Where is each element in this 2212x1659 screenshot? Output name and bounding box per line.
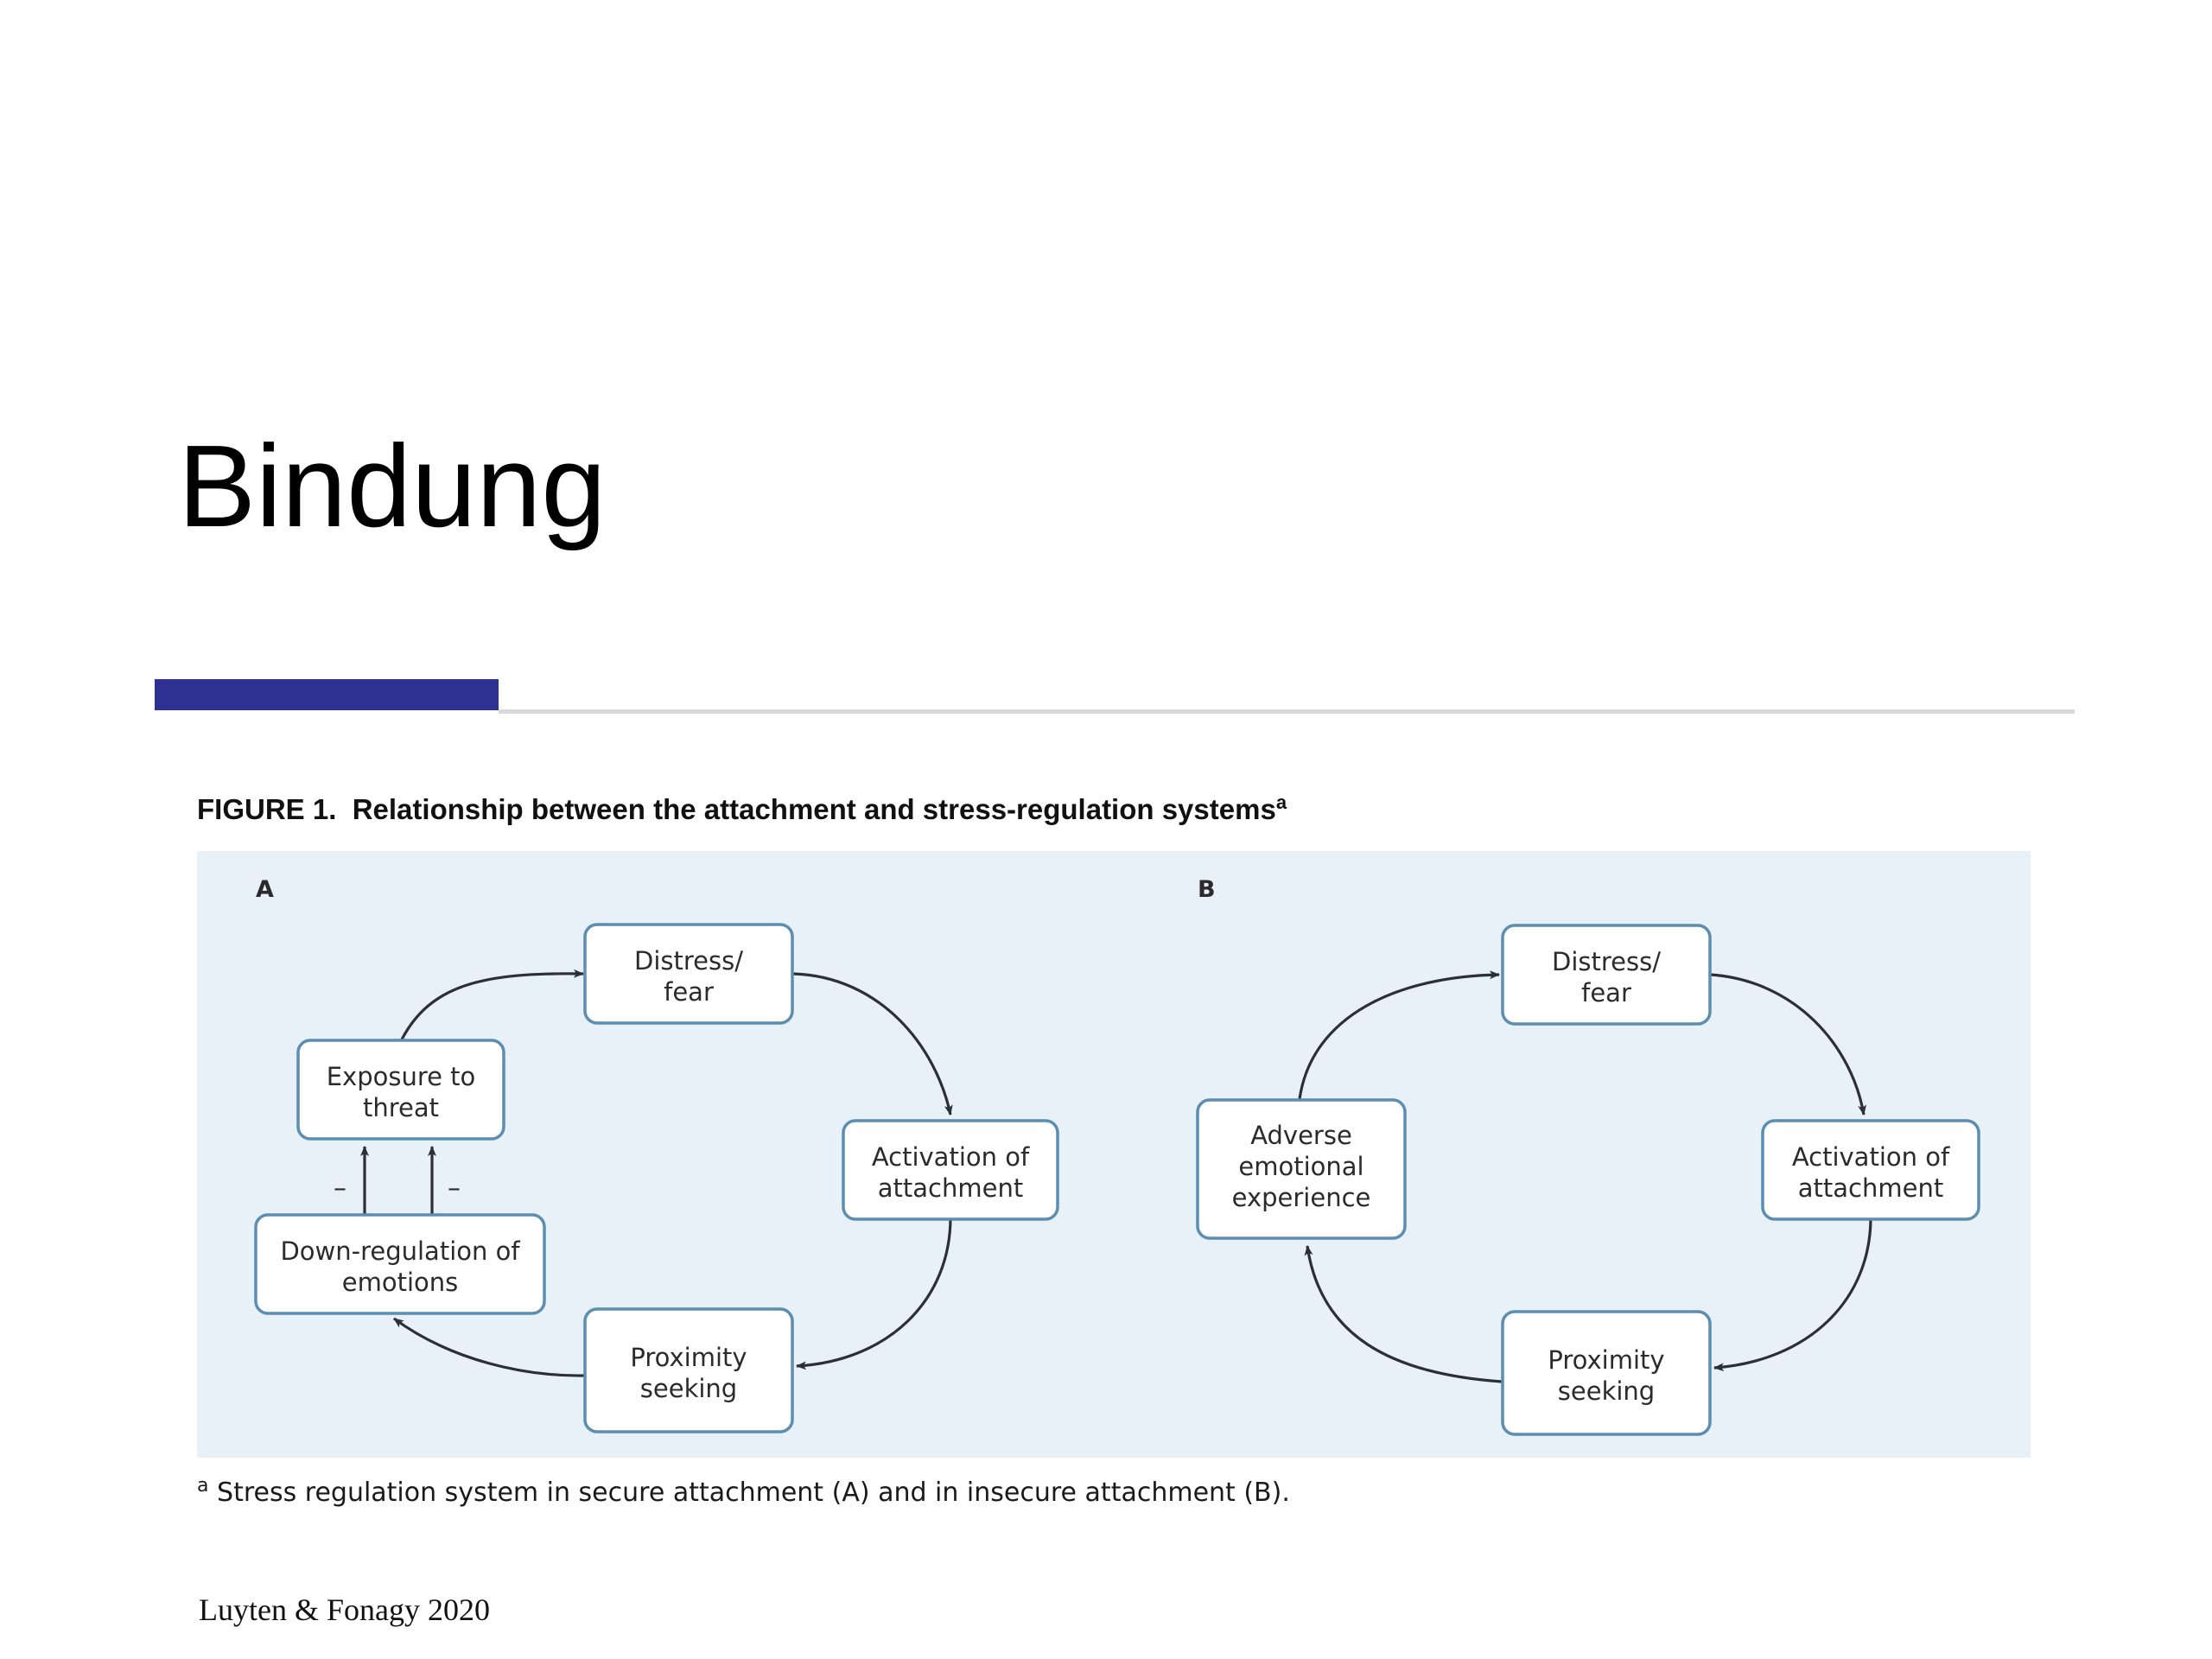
panel-a-arrow-activation-to-proximity (797, 1217, 950, 1366)
node-line: attachment (877, 1173, 1024, 1203)
node-line: Activation of (871, 1142, 1030, 1172)
node-line: Distress/ (634, 946, 743, 976)
title-divider-line (499, 709, 2075, 714)
figure-caption-text: Relationship between the attachment and stress-regulation systems (352, 793, 1276, 825)
footnote-text: Stress regulation system in secure attachment (A) and in insecure attachment (B). (217, 1478, 1290, 1508)
node-line: threat (362, 1093, 440, 1122)
node-line: Activation of (1791, 1142, 1950, 1172)
panel-a-node-exposure (298, 1040, 504, 1139)
node-line: Exposure to (326, 1062, 476, 1091)
node-line: fear (1581, 978, 1631, 1007)
slide-title: Bindung (178, 421, 607, 551)
panel-a-node-downregulation (256, 1215, 544, 1313)
node-line: emotions (341, 1268, 459, 1297)
panel-a-node-proximity (585, 1309, 792, 1432)
node-line: Distress/ (1552, 947, 1661, 976)
panel-b-arrow-adverse-to-distress (1300, 975, 1499, 1099)
figure-caption-label: FIGURE 1. (197, 793, 337, 825)
node-line: seeking (639, 1374, 738, 1403)
node-line: emotional (1238, 1152, 1364, 1181)
panel-b-node-activation (1763, 1121, 1979, 1219)
node-line: seeking (1557, 1376, 1656, 1406)
node-line: Proximity (630, 1343, 747, 1372)
panel-a-arrow-proximity-to-downregulation (394, 1319, 584, 1376)
panel-a-minus-sign-right: – (448, 1173, 461, 1204)
node-line: Down-regulation of (280, 1236, 520, 1266)
title-accent-bar (155, 679, 499, 710)
figure-caption-marker: a (1275, 791, 1287, 813)
attachment-diagram (197, 851, 2031, 1458)
panel-b-label: B (1198, 876, 1216, 903)
footnote-marker: a (197, 1475, 209, 1497)
figure-caption (197, 793, 1287, 826)
figure-footnote (197, 1475, 1290, 1508)
panel-b-node-proximity (1503, 1312, 1710, 1434)
panel-b-arrow-distress-to-activation (1711, 975, 1864, 1115)
panel-a-arrow-exposure-to-distress (402, 974, 583, 1039)
panel-b-node-adverse (1198, 1100, 1405, 1238)
panel-a-minus-sign-left: – (334, 1173, 346, 1204)
panel-a-arrow-distress-to-activation (793, 974, 950, 1115)
figure-panel (197, 851, 2031, 1458)
panel-b-arrow-activation-to-proximity (1714, 1217, 1871, 1368)
node-line: attachment (1797, 1173, 1944, 1203)
panel-a-label: A (256, 876, 274, 903)
node-line: experience (1231, 1183, 1371, 1212)
node-line: fear (664, 977, 714, 1007)
panel-a-node-distress (585, 925, 792, 1023)
node-line: Proximity (1548, 1345, 1665, 1375)
node-line: Adverse (1250, 1121, 1352, 1150)
source-credit: Luyten & Fonagy 2020 (199, 1592, 490, 1627)
panel-b-arrow-proximity-to-adverse (1307, 1246, 1502, 1382)
panel-a-node-activation (843, 1121, 1058, 1219)
panel-b-node-distress (1503, 925, 1710, 1024)
